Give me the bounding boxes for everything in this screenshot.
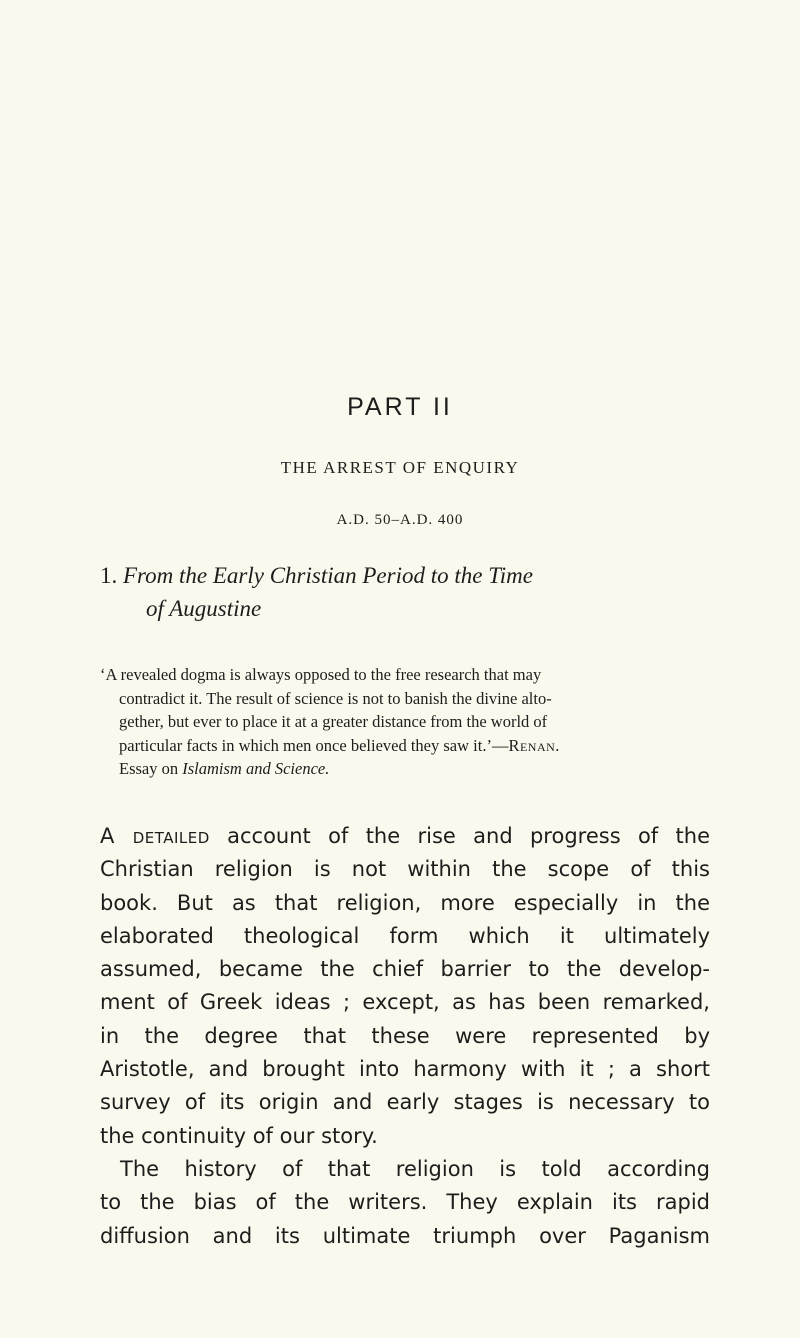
body-line: The history of that religion is told according	[120, 1156, 710, 1181]
body-line: in the degree that these were represented by	[100, 1023, 710, 1048]
body-line: to the bias of the writers. They explain its rapid	[100, 1190, 710, 1215]
chapter-heading	[100, 559, 740, 625]
part-heading: PART II	[347, 393, 453, 421]
section-title: THE ARREST OF ENQUIRY	[280, 458, 520, 477]
body-line: book. But as that religion, more especially in the	[100, 890, 710, 915]
epigraph	[100, 663, 708, 781]
epigraph-attribution-line	[100, 734, 708, 758]
first-line-rest: account of the rise and progress of the	[209, 824, 710, 848]
body-text	[100, 820, 710, 1253]
body-line: diffusion and its ultimate triumph over Paganism	[100, 1223, 710, 1248]
body-line: ment of Greek ideas ; except, as has been remarked,	[100, 990, 710, 1015]
epigraph-source	[100, 757, 708, 781]
epigraph-author: Renan.	[508, 735, 560, 755]
body-line: survey of its origin and early stages is necessary to	[100, 1090, 710, 1115]
body-line: Aristotle, and brought into harmony with it ; a short	[100, 1057, 710, 1082]
epigraph-source-title: Islamism and Science.	[182, 759, 330, 778]
epigraph-line: particular facts in which men once believed they saw it.’—	[119, 735, 509, 755]
chapter-number: 1.	[100, 563, 118, 588]
epigraph-line: gether, but ever to place it at a greater distance from the world of	[119, 712, 548, 731]
body-line: elaborated theological form which it ultimately	[100, 923, 710, 948]
epigraph-line: ‘A revealed dogma is always opposed to the free research that may	[100, 665, 542, 684]
epigraph-line: contradict it. The result of science is not to banish the divine alto-	[119, 688, 552, 708]
epigraph-source-prefix: Essay on	[119, 759, 183, 778]
chapter-title-line-2: of Augustine	[146, 596, 262, 621]
body-line: assumed, became the chief barrier to the develop-	[100, 957, 710, 982]
body-line: the continuity of our story.	[100, 1123, 378, 1148]
body-line	[100, 820, 710, 853]
body-line: Christian religion is not within the scope of this	[100, 857, 710, 882]
opening-words: A detailed	[100, 824, 210, 848]
chapter-title-line-1: From the Early Christian Period to the Time	[123, 563, 533, 588]
date-range: A.D. 50–A.D. 400	[336, 512, 464, 528]
